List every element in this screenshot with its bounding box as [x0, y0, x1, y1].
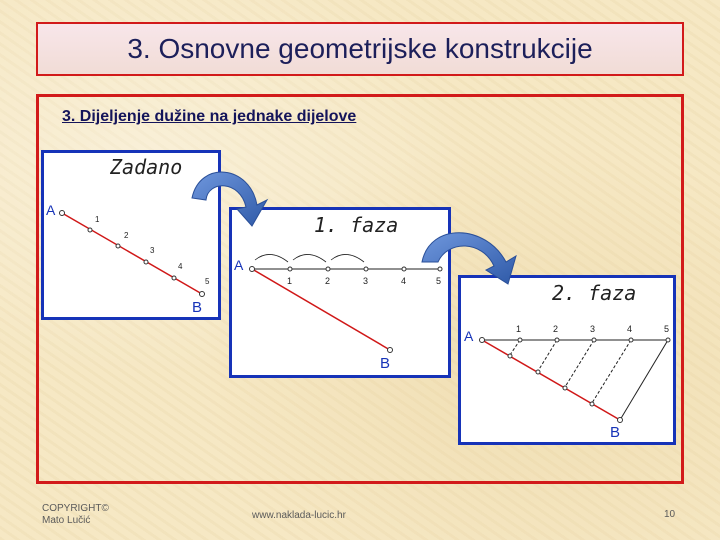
mark-label: 1 [516, 324, 522, 334]
mark-label: 2 [553, 324, 559, 334]
division-dot [88, 228, 92, 232]
mark-label: 4 [178, 262, 183, 271]
compass-arc [331, 254, 364, 262]
division-dot [172, 276, 176, 280]
division-dot [563, 386, 567, 390]
division-dot [116, 244, 120, 248]
point-b-dot [388, 348, 393, 353]
author-name: Mato Lučić [42, 515, 91, 526]
website-url: www.naklada-lucic.hr [252, 510, 346, 521]
division-dot [590, 402, 594, 406]
mark-label: 4 [627, 324, 633, 334]
point-b-dot [618, 418, 623, 423]
page-number: 10 [664, 509, 676, 520]
division-dot [629, 338, 633, 342]
curved-arrow-icon [192, 172, 267, 226]
label-a: A [46, 202, 56, 218]
panel-heading: 2. faza [552, 281, 637, 305]
division-dot [518, 338, 522, 342]
panel-heading: 1. faza [314, 213, 399, 237]
division-dot [555, 338, 559, 342]
compass-arc [293, 254, 326, 262]
mark-label: 3 [590, 324, 596, 334]
parallel-line [565, 340, 594, 387]
copyright-line: COPYRIGHT© [42, 503, 109, 514]
point-b-dot [200, 292, 205, 297]
parallel-line [592, 340, 631, 403]
mark-label: 1 [95, 215, 100, 224]
label-b: B [380, 355, 391, 372]
point-a-dot [60, 211, 65, 216]
parallel-line [538, 340, 557, 371]
parallel-line [510, 340, 520, 355]
mark-label: 4 [401, 276, 407, 286]
label-a: A [234, 257, 244, 273]
mark-label: 2 [325, 276, 331, 286]
division-dot [592, 338, 596, 342]
label-b: B [610, 424, 621, 441]
segment-ab [62, 213, 202, 294]
division-dot [402, 267, 406, 271]
division-dot [144, 260, 148, 264]
slide-title: 3. Osnovne geometrijske konstrukcije [127, 33, 593, 64]
division-dot [288, 267, 292, 271]
mark-label: 5 [205, 277, 210, 286]
division-dot [508, 354, 512, 358]
mark-label: 2 [124, 231, 129, 240]
mark-label: 5 [664, 324, 670, 334]
mark-label: 5 [436, 276, 442, 286]
division-dot [438, 267, 442, 271]
division-dot [536, 370, 540, 374]
point-a-dot [480, 338, 485, 343]
label-b: B [192, 299, 203, 316]
panel-heading: Zadano [110, 155, 183, 179]
closing-line [620, 340, 668, 420]
segment-ab [252, 269, 390, 350]
point-a-dot [250, 267, 255, 272]
mark-label: 3 [150, 246, 155, 255]
division-dot [666, 338, 670, 342]
compass-arc [255, 254, 288, 262]
division-dot [364, 267, 368, 271]
mark-label: 1 [287, 276, 293, 286]
slide-subtitle: 3. Dijeljenje dužine na jednake dijelove [62, 108, 357, 125]
mark-label: 3 [363, 276, 369, 286]
segment-ab [482, 340, 620, 420]
division-dot [326, 267, 330, 271]
label-a: A [464, 328, 474, 344]
copyright-notice [42, 503, 109, 527]
